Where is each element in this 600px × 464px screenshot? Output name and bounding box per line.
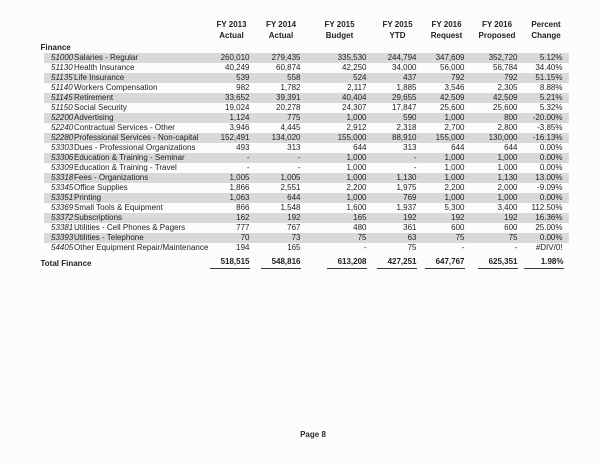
page-number: Page 8 bbox=[300, 430, 326, 439]
account-label-cell bbox=[41, 153, 208, 163]
account-code: 53345 bbox=[51, 183, 74, 192]
cell-fy2013-actual: 152,491 bbox=[208, 133, 256, 143]
cell-percent-change: 0.00% bbox=[524, 153, 569, 163]
column-header-3: FY 2015 YTD bbox=[382, 20, 413, 40]
account-description: Salaries - Regular bbox=[74, 53, 139, 62]
table-row bbox=[41, 53, 569, 63]
cell-fy2015-ytd: 1,130 bbox=[373, 173, 423, 183]
cell-fy2016-request: 1,000 bbox=[423, 113, 471, 123]
cell-percent-change: -3.85% bbox=[537, 123, 563, 132]
cell-percent-change: 5.12% bbox=[524, 53, 569, 63]
cell-fy2016-proposed: 42,509 bbox=[471, 93, 524, 103]
cell-fy2016-proposed: 3,400 bbox=[497, 203, 518, 212]
cell-fy2014-actual: 2,551 bbox=[280, 183, 301, 192]
cell-fy2015-ytd: 192 bbox=[373, 213, 423, 223]
cell-fy2016-proposed: 192 bbox=[471, 213, 524, 223]
cell-fy2013-actual: 40,249 bbox=[225, 63, 250, 72]
account-code: 54405 bbox=[51, 243, 74, 252]
account-label-cell bbox=[41, 143, 208, 153]
account-code: 51150 bbox=[51, 103, 73, 112]
account-label-cell bbox=[41, 173, 208, 183]
account-description: Health Insurance bbox=[74, 63, 135, 72]
account-label-cell bbox=[41, 103, 208, 113]
cell-fy2015-ytd: 590 bbox=[373, 113, 423, 123]
cell-fy2013-actual: 260,010 bbox=[208, 53, 256, 63]
cell-fy2016-request: 1,000 bbox=[444, 163, 465, 172]
header-row bbox=[41, 19, 569, 42]
cell-fy2013-actual: 1,124 bbox=[208, 113, 256, 123]
table-row bbox=[41, 243, 569, 253]
account-label-cell bbox=[41, 213, 208, 223]
table-row bbox=[41, 153, 569, 163]
cell-fy2013-actual: 982 bbox=[236, 83, 250, 92]
cell-fy2016-request: 192 bbox=[423, 213, 471, 223]
cell-fy2016-proposed: 644 bbox=[504, 143, 518, 152]
cell-fy2016-request: 2,700 bbox=[444, 123, 465, 132]
cell-percent-change: -9.09% bbox=[537, 183, 563, 192]
cell-fy2016-request: 42,509 bbox=[423, 93, 471, 103]
section-label: Finance bbox=[40, 43, 71, 52]
cell-fy2016-request: 1,000 bbox=[423, 193, 471, 203]
cell-fy2015-ytd: 63 bbox=[373, 233, 423, 243]
account-label-cell bbox=[41, 163, 208, 173]
account-label-cell bbox=[41, 113, 208, 123]
cell-fy2015-budget: 75 bbox=[307, 233, 373, 243]
cell-percent-change: 34.40% bbox=[535, 63, 563, 72]
account-code: 53351 bbox=[51, 193, 74, 202]
cell-fy2015-ytd: 2,318 bbox=[396, 123, 417, 132]
cell-fy2015-ytd: 437 bbox=[373, 73, 423, 83]
table-row bbox=[41, 133, 569, 143]
account-label-cell bbox=[41, 73, 208, 83]
cell-fy2015-ytd: 17,847 bbox=[392, 103, 417, 112]
cell-percent-change: 0.00% bbox=[539, 143, 563, 152]
column-header-6: Percent Change bbox=[531, 20, 561, 40]
cell-fy2015-ytd: 769 bbox=[373, 193, 423, 203]
cell-percent-change: 16.36% bbox=[524, 213, 569, 223]
account-code: 52240 bbox=[51, 123, 74, 132]
table-row bbox=[41, 123, 569, 133]
account-code: 53381 bbox=[51, 223, 74, 232]
cell-fy2016-proposed: 56,784 bbox=[493, 63, 518, 72]
cell-percent-change: -20.00% bbox=[524, 113, 569, 123]
cell-fy2015-ytd: 75 bbox=[407, 243, 417, 252]
account-code: 53306 bbox=[51, 153, 74, 162]
section-row-finance bbox=[41, 42, 569, 53]
cell-fy2015-budget: 1,000 bbox=[307, 113, 373, 123]
cell-fy2016-request: 347,609 bbox=[423, 53, 471, 63]
cell-percent-change: -16.13% bbox=[524, 133, 569, 143]
cell-fy2015-budget: 1,000 bbox=[307, 173, 373, 183]
account-description: Retirement bbox=[74, 93, 114, 102]
account-label-cell bbox=[41, 223, 208, 233]
account-description: Utilities - Telephone bbox=[74, 233, 144, 242]
account-code: 52200 bbox=[51, 113, 74, 122]
cell-fy2013-actual: - bbox=[208, 153, 256, 163]
total-fy2015-ytd: 427,251 bbox=[373, 253, 423, 269]
cell-percent-change: 112.50% bbox=[531, 203, 563, 212]
cell-fy2014-actual: 1,548 bbox=[280, 203, 301, 212]
cell-fy2015-budget: 155,000 bbox=[307, 133, 373, 143]
cell-fy2016-request: 2,200 bbox=[444, 183, 465, 192]
cell-fy2014-actual: 1,782 bbox=[280, 83, 301, 92]
table-row bbox=[41, 173, 569, 183]
account-label-cell bbox=[41, 83, 208, 93]
account-code: 51135 bbox=[51, 73, 73, 82]
table-row bbox=[41, 193, 569, 203]
account-label-cell bbox=[41, 193, 208, 203]
account-description: Printing bbox=[74, 193, 102, 202]
table-row bbox=[41, 163, 569, 173]
account-description: Professional Services - Non-capital bbox=[74, 133, 199, 142]
cell-fy2014-actual: 60,874 bbox=[276, 63, 301, 72]
cell-fy2013-actual: 1,005 bbox=[208, 173, 256, 183]
total-label: Total Finance bbox=[40, 259, 92, 268]
cell-fy2014-actual: 775 bbox=[256, 113, 307, 123]
cell-fy2013-actual: - bbox=[246, 163, 250, 172]
cell-fy2015-ytd: 29,655 bbox=[373, 93, 423, 103]
cell-fy2013-actual: 539 bbox=[208, 73, 256, 83]
account-description: Advertising bbox=[74, 113, 114, 122]
cell-percent-change: 0.00% bbox=[539, 163, 563, 172]
table-row bbox=[41, 113, 569, 123]
cell-percent-change: 51.15% bbox=[524, 73, 569, 83]
account-code: 53372 bbox=[51, 213, 74, 222]
cell-fy2015-budget: 1,000 bbox=[307, 153, 373, 163]
cell-fy2016-proposed: 1,130 bbox=[471, 173, 524, 183]
cell-fy2014-actual: - bbox=[256, 153, 307, 163]
cell-fy2015-ytd: 313 bbox=[403, 143, 417, 152]
cell-percent-change: #DIV/0! bbox=[535, 243, 563, 252]
column-header-0: FY 2013 Actual bbox=[216, 20, 247, 40]
total-percent-change: 1.98% bbox=[524, 253, 569, 269]
account-description: Education & Training - Seminar bbox=[74, 153, 185, 162]
cell-fy2015-ytd: 88,910 bbox=[373, 133, 423, 143]
cell-percent-change: 8.88% bbox=[539, 83, 563, 92]
table-row bbox=[41, 183, 569, 193]
cell-fy2016-request: 3,546 bbox=[444, 83, 465, 92]
table-row bbox=[41, 63, 569, 73]
account-description: Social Security bbox=[74, 103, 127, 112]
cell-fy2015-budget: 1,000 bbox=[346, 163, 367, 172]
total-fy2014-actual: 548,816 bbox=[256, 253, 307, 269]
column-header-5: FY 2016 Proposed bbox=[478, 20, 516, 40]
cell-fy2013-actual: 3,946 bbox=[229, 123, 250, 132]
cell-fy2016-request: 75 bbox=[423, 233, 471, 243]
total-fy2015-budget: 613,208 bbox=[307, 253, 373, 269]
cell-fy2016-proposed: 2,000 bbox=[497, 183, 518, 192]
budget-table bbox=[37, 19, 569, 269]
account-description: Other Equipment Repair/Maintenance bbox=[74, 243, 209, 252]
cell-fy2014-actual: 279,435 bbox=[256, 53, 307, 63]
cell-fy2015-budget: 1,000 bbox=[307, 193, 373, 203]
cell-fy2016-proposed: 1,000 bbox=[471, 193, 524, 203]
cell-fy2015-budget: 42,250 bbox=[342, 63, 367, 72]
account-code: 51130 bbox=[51, 63, 73, 72]
cell-fy2015-budget: 1,600 bbox=[346, 203, 367, 212]
account-code: 51145 bbox=[51, 93, 73, 102]
cell-fy2016-proposed: 2,305 bbox=[497, 83, 518, 92]
cell-fy2015-budget: 524 bbox=[307, 73, 373, 83]
cell-percent-change: 0.00% bbox=[524, 233, 569, 243]
account-label-cell bbox=[41, 53, 208, 63]
cell-fy2015-budget: 2,117 bbox=[347, 83, 367, 92]
account-label-cell bbox=[41, 133, 208, 143]
cell-fy2016-request: 155,000 bbox=[423, 133, 471, 143]
cell-fy2014-actual: 1,005 bbox=[256, 173, 307, 183]
column-header-4: FY 2016 Request bbox=[430, 20, 463, 40]
cell-fy2013-actual: 194 bbox=[236, 243, 250, 252]
table-row bbox=[41, 233, 569, 243]
cell-fy2015-budget: 165 bbox=[307, 213, 373, 223]
cell-fy2015-budget: 24,307 bbox=[342, 103, 367, 112]
cell-fy2016-request: - bbox=[461, 243, 465, 252]
cell-fy2013-actual: 162 bbox=[208, 213, 256, 223]
cell-percent-change: 5.32% bbox=[539, 103, 563, 112]
account-description: Workers Compensation bbox=[74, 83, 158, 92]
cell-fy2014-actual: 192 bbox=[256, 213, 307, 223]
table-row bbox=[41, 93, 569, 103]
account-label-cell bbox=[41, 183, 208, 193]
cell-fy2016-proposed: 1,000 bbox=[471, 153, 524, 163]
header-spacer bbox=[41, 19, 208, 42]
cell-fy2016-request: 5,300 bbox=[444, 203, 465, 212]
account-label-cell bbox=[41, 203, 208, 213]
cell-fy2015-budget: - bbox=[363, 243, 367, 252]
cell-fy2016-proposed: 600 bbox=[504, 223, 518, 232]
cell-fy2016-request: 1,000 bbox=[423, 153, 471, 163]
account-label-cell bbox=[41, 233, 208, 243]
cell-fy2016-request: 644 bbox=[451, 143, 465, 152]
account-description: Life Insurance bbox=[74, 73, 125, 82]
cell-fy2014-actual: 558 bbox=[256, 73, 307, 83]
cell-percent-change: 13.00% bbox=[524, 173, 569, 183]
cell-fy2016-proposed: 130,000 bbox=[471, 133, 524, 143]
table-row bbox=[41, 143, 569, 153]
cell-fy2014-actual: 20,278 bbox=[276, 103, 301, 112]
cell-fy2015-budget: 40,404 bbox=[307, 93, 373, 103]
account-description: Utilities - Cell Phones & Pagers bbox=[74, 223, 186, 232]
cell-fy2016-proposed: 800 bbox=[471, 113, 524, 123]
cell-fy2015-budget: 480 bbox=[353, 223, 367, 232]
account-code: 51140 bbox=[51, 83, 73, 92]
total-fy2016-request: 647,767 bbox=[423, 253, 471, 269]
cell-fy2014-actual: 73 bbox=[256, 233, 307, 243]
cell-fy2014-actual: 39,391 bbox=[256, 93, 307, 103]
cell-fy2014-actual: - bbox=[297, 163, 301, 172]
cell-fy2014-actual: 134,020 bbox=[256, 133, 307, 143]
account-code: 53393 bbox=[51, 233, 74, 242]
account-description: Fees - Organizations bbox=[74, 173, 149, 182]
table-row bbox=[41, 213, 569, 223]
cell-fy2015-ytd: 1,975 bbox=[396, 183, 417, 192]
cell-fy2014-actual: 767 bbox=[287, 223, 301, 232]
account-code: 52280 bbox=[51, 133, 74, 142]
cell-fy2015-ytd: 1,937 bbox=[396, 203, 417, 212]
table-row bbox=[41, 223, 569, 233]
column-header-2: FY 2015 Budget bbox=[324, 20, 355, 40]
total-fy2016-proposed: 625,351 bbox=[471, 253, 524, 269]
cell-fy2013-actual: 70 bbox=[208, 233, 256, 243]
account-code: 53309 bbox=[51, 163, 74, 172]
cell-fy2016-request: 1,000 bbox=[423, 173, 471, 183]
account-label-cell bbox=[41, 243, 208, 253]
cell-fy2016-request: 56,000 bbox=[440, 63, 465, 72]
cell-fy2016-proposed: 1,000 bbox=[497, 163, 518, 172]
cell-fy2015-ytd: 244,794 bbox=[373, 53, 423, 63]
cell-fy2016-proposed: 75 bbox=[471, 233, 524, 243]
table-row bbox=[41, 203, 569, 213]
cell-fy2015-ytd: - bbox=[413, 163, 417, 172]
cell-fy2015-budget: 644 bbox=[353, 143, 367, 152]
cell-fy2014-actual: 165 bbox=[287, 243, 301, 252]
cell-fy2015-ytd: 34,000 bbox=[392, 63, 417, 72]
table-row bbox=[41, 73, 569, 83]
cell-fy2016-request: 25,600 bbox=[440, 103, 465, 112]
table-row bbox=[41, 83, 569, 93]
account-description: Subscriptions bbox=[74, 213, 123, 222]
cell-fy2015-budget: 2,912 bbox=[346, 123, 367, 132]
cell-fy2013-actual: 33,652 bbox=[208, 93, 256, 103]
cell-fy2016-proposed: 352,720 bbox=[471, 53, 524, 63]
cell-fy2013-actual: 493 bbox=[236, 143, 250, 152]
column-header-1: FY 2014 Actual bbox=[265, 20, 297, 40]
total-row bbox=[41, 253, 569, 269]
account-code: 53303 bbox=[51, 143, 74, 152]
cell-fy2016-proposed: 792 bbox=[471, 73, 524, 83]
cell-fy2016-request: 600 bbox=[451, 223, 465, 232]
account-description: Dues - Professional Organizations bbox=[74, 143, 196, 152]
account-description: Contractual Services - Other bbox=[74, 123, 175, 132]
cell-fy2013-actual: 1,063 bbox=[208, 193, 256, 203]
account-code: 53318 bbox=[51, 173, 74, 182]
cell-fy2015-budget: 2,200 bbox=[346, 183, 367, 192]
cell-fy2013-actual: 777 bbox=[236, 223, 250, 232]
cell-fy2014-actual: 313 bbox=[287, 143, 301, 152]
account-label-cell bbox=[41, 63, 208, 73]
cell-fy2016-proposed: 25,600 bbox=[493, 103, 518, 112]
cell-percent-change: 5.21% bbox=[524, 93, 569, 103]
cell-fy2014-actual: 4,445 bbox=[280, 123, 301, 132]
account-code: 51000 bbox=[51, 53, 74, 62]
cell-fy2015-budget: 335,530 bbox=[307, 53, 373, 63]
cell-fy2016-proposed: - bbox=[514, 243, 518, 252]
cell-fy2016-proposed: 2,800 bbox=[497, 123, 518, 132]
cell-fy2013-actual: 19,024 bbox=[225, 103, 250, 112]
cell-percent-change: 25.00% bbox=[535, 223, 563, 232]
account-description: Small Tools & Equipment bbox=[74, 203, 163, 212]
table-row bbox=[41, 103, 569, 113]
account-label-cell bbox=[41, 123, 208, 133]
cell-fy2014-actual: 644 bbox=[256, 193, 307, 203]
cell-fy2016-request: 792 bbox=[423, 73, 471, 83]
account-code: 53369 bbox=[51, 203, 74, 212]
total-fy2013-actual: 518,515 bbox=[208, 253, 256, 269]
account-description: Office Supplies bbox=[74, 183, 128, 192]
cell-fy2015-ytd: 361 bbox=[403, 223, 417, 232]
cell-fy2015-ytd: 1,885 bbox=[396, 83, 417, 92]
cell-fy2013-actual: 866 bbox=[236, 203, 250, 212]
cell-fy2015-ytd: - bbox=[373, 153, 423, 163]
cell-fy2013-actual: 1,866 bbox=[229, 183, 250, 192]
account-label-cell bbox=[41, 93, 208, 103]
cell-percent-change: 0.00% bbox=[524, 193, 569, 203]
account-description: Education & Training - Travel bbox=[74, 163, 177, 172]
table-header bbox=[41, 19, 569, 42]
